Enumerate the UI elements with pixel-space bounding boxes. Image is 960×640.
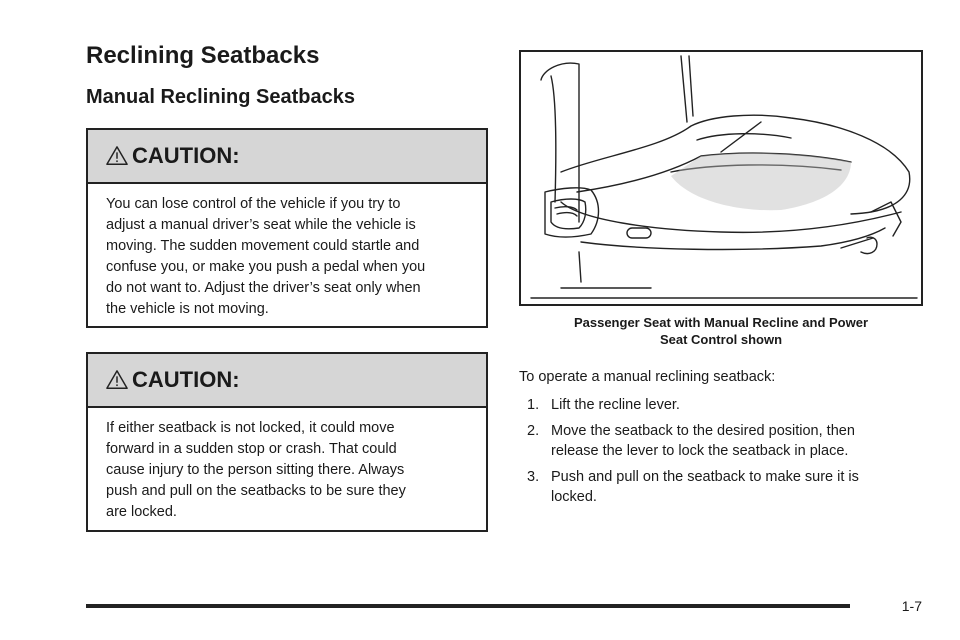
instruction-steps: [519, 395, 923, 513]
caution-header: [88, 130, 486, 184]
step-item: [519, 421, 923, 461]
step-number: 3.: [527, 469, 540, 485]
caution-header: [88, 354, 486, 408]
caution-line: adjust a manual driver’s seat while the vehicle is: [106, 217, 416, 233]
caution-line: push and pull on the seatbacks to be sure they: [106, 483, 406, 499]
caution-heading: CAUTION:: [132, 367, 240, 392]
step-line: Lift the recline lever.: [551, 397, 680, 413]
caution-text: [88, 184, 486, 320]
caution-text: [88, 408, 486, 523]
step-number: 1.: [527, 397, 540, 413]
page-title: Reclining Seatbacks: [86, 42, 320, 69]
seat-line-drawing: [521, 52, 921, 304]
warning-triangle-icon: [106, 369, 128, 391]
caution-box-2: [86, 352, 488, 532]
caution-line: the vehicle is not moving.: [106, 301, 269, 317]
step-line: Move the seatback to the desired position, then: [551, 423, 855, 439]
caution-line: moving. The sudden movement could startle and: [106, 238, 420, 254]
caption-line: Passenger Seat with Manual Recline and Power: [573, 315, 869, 330]
step-item: [519, 395, 923, 415]
warning-triangle-icon: [106, 145, 128, 167]
section-subtitle: Manual Reclining Seatbacks: [86, 86, 355, 108]
caution-heading: CAUTION:: [132, 143, 240, 168]
caution-line: cause injury to the person sitting there. Always: [106, 462, 405, 478]
caption-line: Seat Control shown: [659, 332, 783, 347]
step-line: Push and pull on the seatback to make sure it is: [551, 469, 859, 485]
step-line: release the lever to lock the seatback in place.: [551, 443, 849, 459]
caution-box-1: [86, 128, 488, 328]
caution-line: are locked.: [106, 504, 177, 520]
caution-line: You can lose control of the vehicle if you try to: [106, 196, 401, 212]
instructions-intro: To operate a manual reclining seatback:: [519, 369, 776, 385]
caution-line: If either seatback is not locked, it could move: [106, 420, 395, 436]
caution-line: forward in a sudden stop or crash. That could: [106, 441, 397, 457]
step-line: locked.: [551, 489, 597, 505]
step-item: [519, 467, 923, 507]
page-number: 1-7: [901, 598, 922, 614]
caution-line: do not want to. Adjust the driver’s seat only when: [106, 280, 421, 296]
seat-illustration: [519, 50, 923, 306]
step-number: 2.: [527, 423, 540, 439]
figure-caption: [519, 314, 923, 348]
footer-rule: [86, 604, 850, 608]
caution-line: confuse you, or make you push a pedal when you: [106, 259, 426, 275]
